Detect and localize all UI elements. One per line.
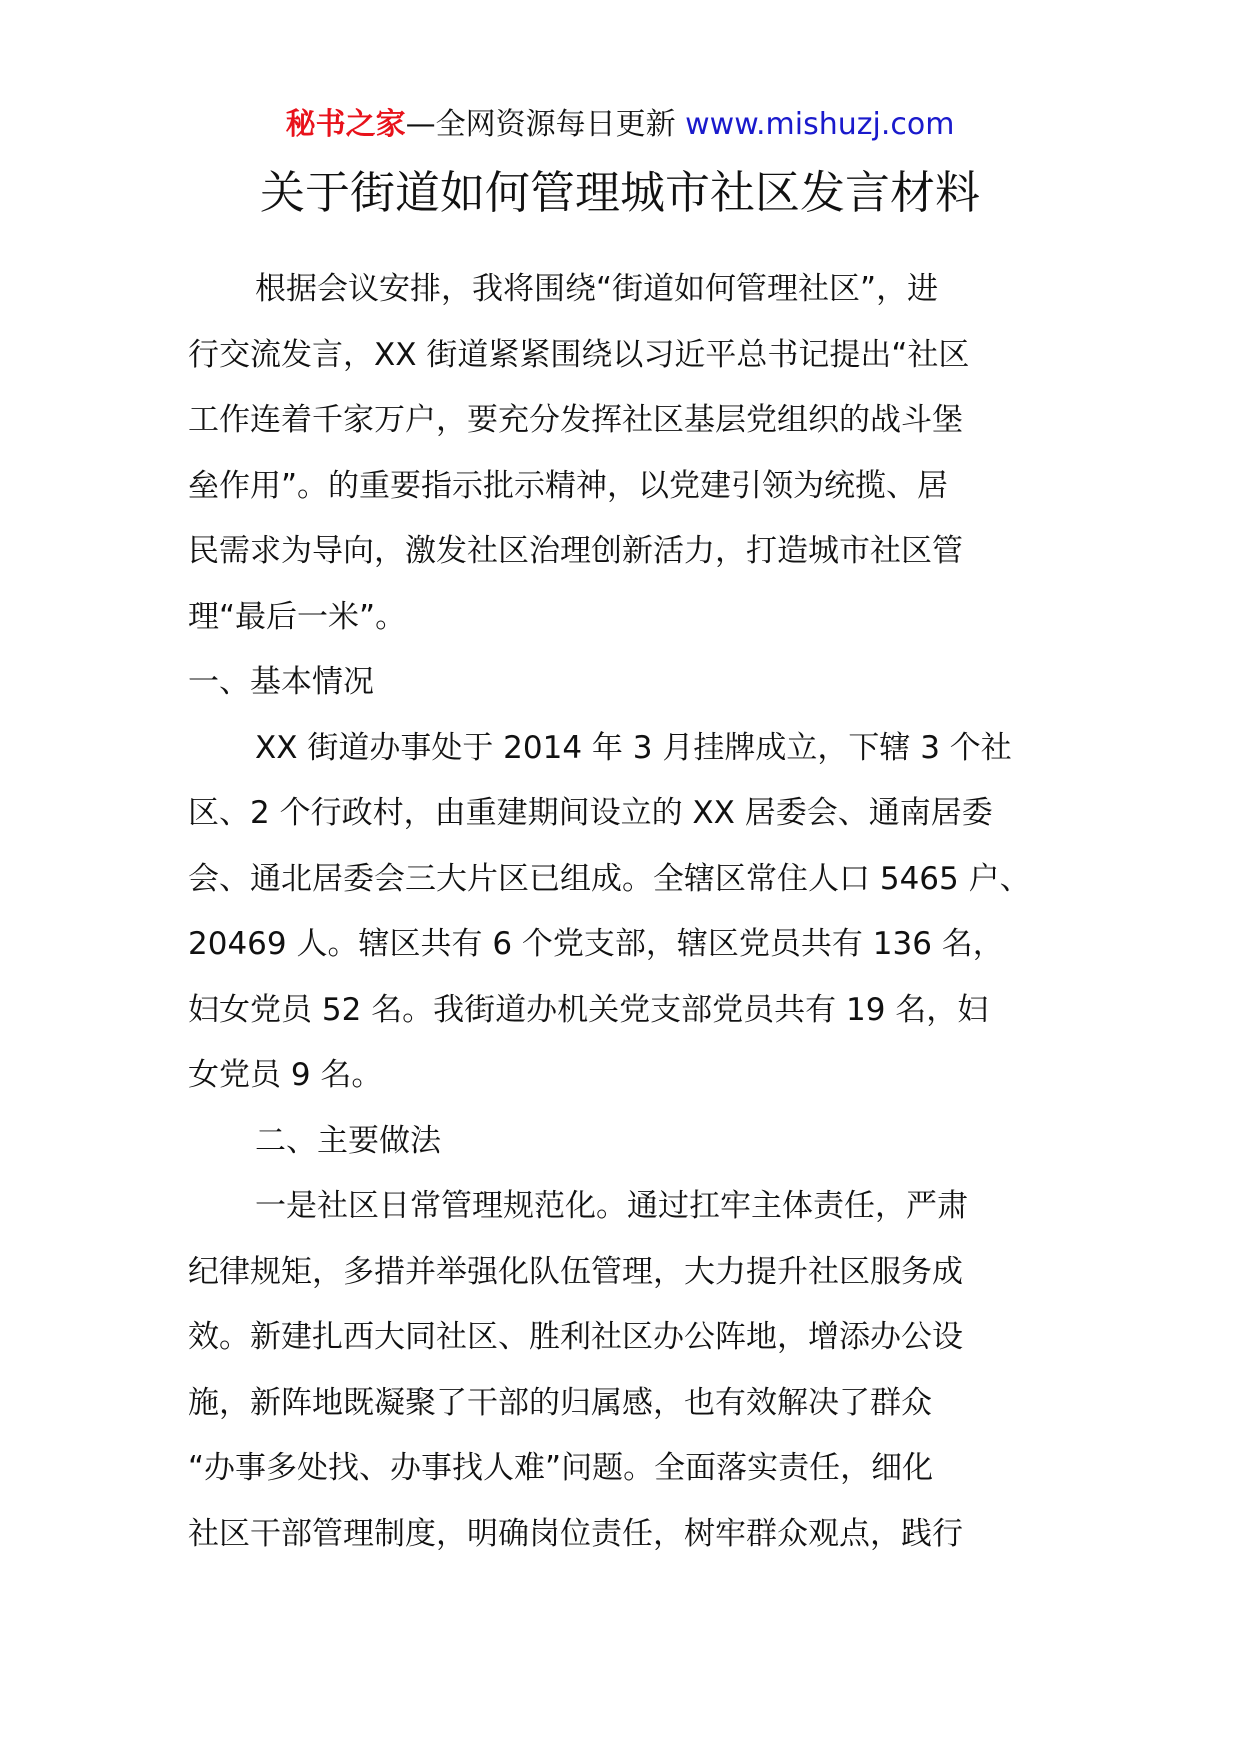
- text-line: 垒作用”。的重要指示批示精神，以党建引领为统揽、居: [188, 467, 949, 504]
- text-line: 行交流发言，XX 街道紧紧围绕以习近平总书记提出“社区: [188, 336, 970, 373]
- document-body: [188, 262, 1108, 1572]
- text-line: 理“最后一米”。: [188, 598, 407, 635]
- text-line: 会、通北居委会三大片区已组成。全辖区常住人口 5465 户、: [188, 860, 1031, 897]
- header-banner: [0, 103, 1240, 147]
- text-line: 妇女党员 52 名。我街道办机关党支部党员共有 19 名，妇: [188, 991, 989, 1028]
- text-line: 一是社区日常管理规范化。通过扛牢主体责任，严肃: [255, 1188, 968, 1224]
- text-line: 社区干部管理制度，明确岗位责任，树牢群众观点，践行: [188, 1515, 963, 1552]
- text-line: “办事多处找、办事找人难”问题。全面落实责任，细化: [188, 1450, 934, 1486]
- text-line: 20469 人。辖区共有 6 个党支部，辖区党员共有 136 名，: [188, 926, 1004, 962]
- text-line: 工作连着千家万户，要充分发挥社区基层党组织的战斗堡: [188, 402, 963, 438]
- text-line: 根据会议安排，我将围绕“街道如何管理社区”，进: [255, 271, 939, 307]
- text-line: 施，新阵地既凝聚了干部的归属感，也有效解决了群众: [188, 1384, 932, 1421]
- brand-name: 秘书之家: [285, 107, 406, 142]
- text-line: 纪律规矩，多措并举强化队伍管理，大力提升社区服务成: [188, 1253, 963, 1290]
- text-line: XX 街道办事处于 2014 年 3 月挂牌成立，下辖 3 个社: [255, 729, 1012, 766]
- site-url-link[interactable]: www.mishuzj.com: [685, 107, 955, 142]
- text-line: 女党员 9 名。: [188, 1057, 383, 1093]
- banner-tagline: —全网资源每日更新: [405, 107, 676, 142]
- text-line: 区、2 个行政村，由重建期间设立的 XX 居委会、通南居委: [188, 795, 993, 831]
- text-line: 效。新建扎西大同社区、胜利社区办公阵地，增添办公设: [188, 1319, 963, 1355]
- document-title: 关于街道如何管理城市社区发言材料: [259, 166, 980, 219]
- section-heading: 二、主要做法: [255, 1122, 441, 1159]
- text-line: 民需求为导向，激发社区治理创新活力，打造城市社区管: [188, 533, 963, 569]
- section-heading: 一、基本情况: [188, 664, 374, 700]
